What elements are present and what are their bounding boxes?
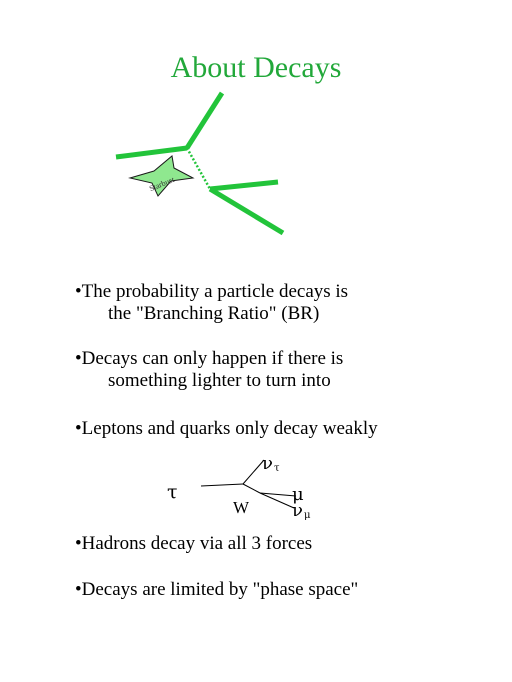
bullet-line: •Decays can only happen if there is (75, 348, 344, 369)
nu-mu-label: ν (292, 500, 303, 521)
starburst-label: Starbust (147, 175, 176, 194)
w-label: W (233, 498, 250, 517)
mu-label: μ (292, 484, 304, 505)
bullet-line: •Decays are limited by "phase space" (75, 579, 359, 600)
bullet-line-continued: the "Branching Ratio" (BR) (108, 303, 320, 324)
tau-label: τ (167, 481, 178, 503)
bullet-hadron-decay (75, 533, 312, 555)
nu-tau-line (243, 460, 264, 484)
bullet-line: •The probability a particle decays is (75, 281, 349, 302)
bullet-line: •Hadrons decay via all 3 forces (75, 533, 313, 554)
bullet-line: •Leptons and quarks only decay weakly (75, 418, 378, 439)
nu-mu-subscript: μ (304, 510, 311, 521)
tau-line (201, 484, 243, 486)
page-title: About Decays (170, 51, 342, 84)
bullet-line-continued: something lighter to turn into (108, 370, 331, 391)
bullet-phase-space (75, 579, 358, 601)
nu-tau-subscript: τ (274, 463, 280, 474)
nu-tau-label: ν (262, 453, 273, 474)
w-line (243, 484, 260, 493)
